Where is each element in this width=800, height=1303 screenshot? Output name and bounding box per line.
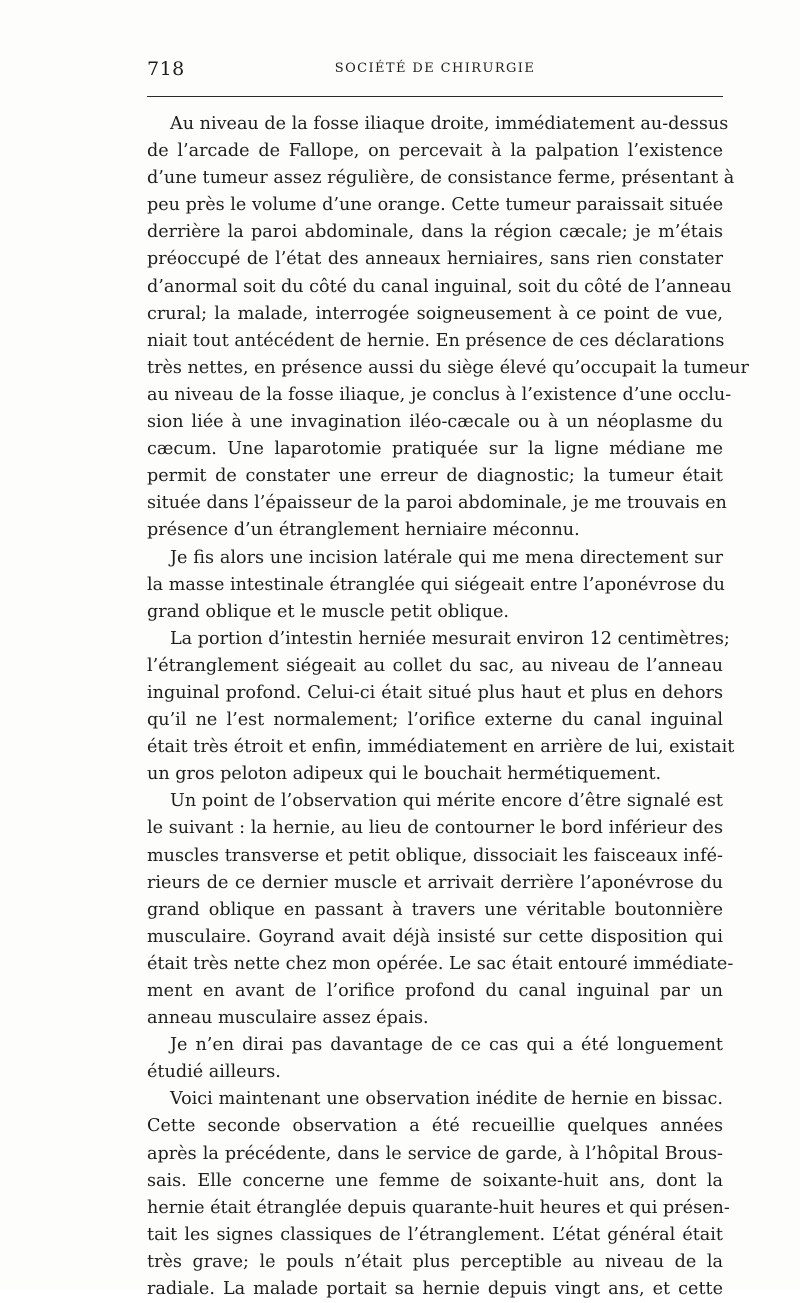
paragraph: [147, 111, 749, 545]
paragraph: [147, 1032, 723, 1086]
text-line: au niveau de la fosse iliaque, je conclus à l’existence d’une occlu-: [147, 384, 732, 405]
text-line: muscles transverse et petit oblique, dissociait les faisceaux infé-: [147, 845, 723, 866]
text-line: d’une tumeur assez régulière, de consistance ferme, présentant à: [147, 168, 735, 189]
page-number: 718: [147, 58, 185, 80]
text-line: très grave; le pouls n’était plus perceptible au niveau de la: [147, 1251, 723, 1272]
text-line: de l’arcade de Fallope, on percevait à la palpation l’existence: [147, 141, 723, 162]
paragraph: [147, 545, 726, 626]
text-line: niait tout antécédent de hernie. En présence de ces déclarations: [147, 330, 725, 351]
text-line: cæcum. Une laparotomie pratiquée sur la ligne médiane me: [147, 439, 723, 460]
text-line: préoccupé de l’état des anneaux herniaires, sans rien constater: [147, 249, 723, 270]
text-line: qu’il ne l’est normalement; l’orifice externe du canal inguinal: [147, 710, 723, 731]
text-line: sion liée à une invagination iléo-cæcale ou à un néoplasme du: [147, 412, 723, 433]
text-line: le suivant : la hernie, au lieu de contourner le bord inférieur des: [147, 818, 723, 839]
text-line: après la précédente, dans le service de garde, à l’hôpital Brous-: [147, 1143, 723, 1164]
text-line: La portion d’intestin herniée mesurait environ 12 centimètres;: [170, 628, 730, 649]
page-header: [147, 58, 723, 82]
text-line: radiale. La malade portait sa hernie depuis vingt ans, et cette: [147, 1279, 723, 1300]
text-line: présence d’un étranglement herniaire méconnu.: [147, 520, 580, 541]
text-line: étudié ailleurs.: [147, 1062, 281, 1083]
text-line: était très nette chez mon opérée. Le sac était entouré immédiate-: [147, 953, 734, 974]
text-line: sais. Elle concerne une femme de soixante-huit ans, dont la: [147, 1170, 723, 1191]
text-line: tait les signes classiques de l’étranglement. L’état général était: [147, 1224, 723, 1245]
text-line: Un point de l’observation qui mérite encore d’être signalé est: [170, 791, 723, 812]
text-line: anneau musculaire assez épais.: [147, 1008, 429, 1029]
text-line: rieurs de ce dernier muscle et arrivait derrière l’aponévrose du: [147, 872, 723, 893]
text-line: grand oblique et le muscle petit oblique.: [147, 601, 510, 622]
text-line: derrière la paroi abdominale, dans la région cæcale; je m’étais: [147, 222, 723, 243]
text-line: crural; la malade, interrogée soigneusement à ce point de vue,: [147, 303, 723, 324]
text-line: Voici maintenant une observation inédite de hernie en bissac.: [170, 1089, 723, 1110]
text-line: l’étranglement siégeait au collet du sac, au niveau de l’anneau: [147, 655, 723, 676]
text-line: ment en avant de l’orifice profond du canal inguinal par un: [147, 981, 723, 1001]
text-line: grand oblique en passant à travers une véritable boutonnière: [147, 899, 723, 920]
text-line: Je fis alors une incision latérale qui me mena directement sur: [170, 547, 723, 568]
paragraph: [147, 626, 735, 789]
text-line: la masse intestinale étranglée qui siégeait entre l’aponévrose du: [147, 574, 726, 595]
text-line: peu près le volume d’une orange. Cette tumeur paraissait située: [147, 195, 724, 216]
text-line: très nettes, en présence aussi du siège élevé qu’occupait la tumeur: [147, 357, 749, 378]
text-line: était très étroit et enfin, immédiatement en arrière de lui, existait: [147, 737, 735, 758]
text-line: un gros peloton adipeux qui le bouchait hermétiquement.: [147, 764, 662, 785]
text-line: permit de constater une erreur de diagnostic; la tumeur était: [147, 466, 723, 487]
text-line: d’anormal soit du côté du canal inguinal, soit du côté de l’anneau: [147, 276, 732, 297]
text-line: Cette seconde observation a été recueillie quelques années: [147, 1116, 723, 1137]
text-line: Je n’en dirai pas davantage de ce cas qui a été longuement: [170, 1035, 723, 1056]
text-line: Au niveau de la fosse iliaque droite, immédiatement au-dessus: [170, 114, 729, 134]
text-line: inguinal profond. Celui-ci était situé plus haut et plus en dehors: [147, 682, 723, 703]
header-rule: [147, 96, 723, 97]
body-text: [147, 111, 749, 1303]
text-line: hernie était étranglée depuis quarante-huit heures et qui présen-: [147, 1197, 730, 1218]
running-head: SOCIÉTÉ DE CHIRURGIE: [334, 61, 536, 76]
paragraph: [147, 788, 734, 1032]
text-line: située dans l’épaisseur de la paroi abdominale, je me trouvais en: [147, 493, 727, 514]
paragraph: [147, 1086, 730, 1303]
text-line: musculaire. Goyrand avait déjà insisté sur cette disposition qui: [147, 926, 723, 947]
